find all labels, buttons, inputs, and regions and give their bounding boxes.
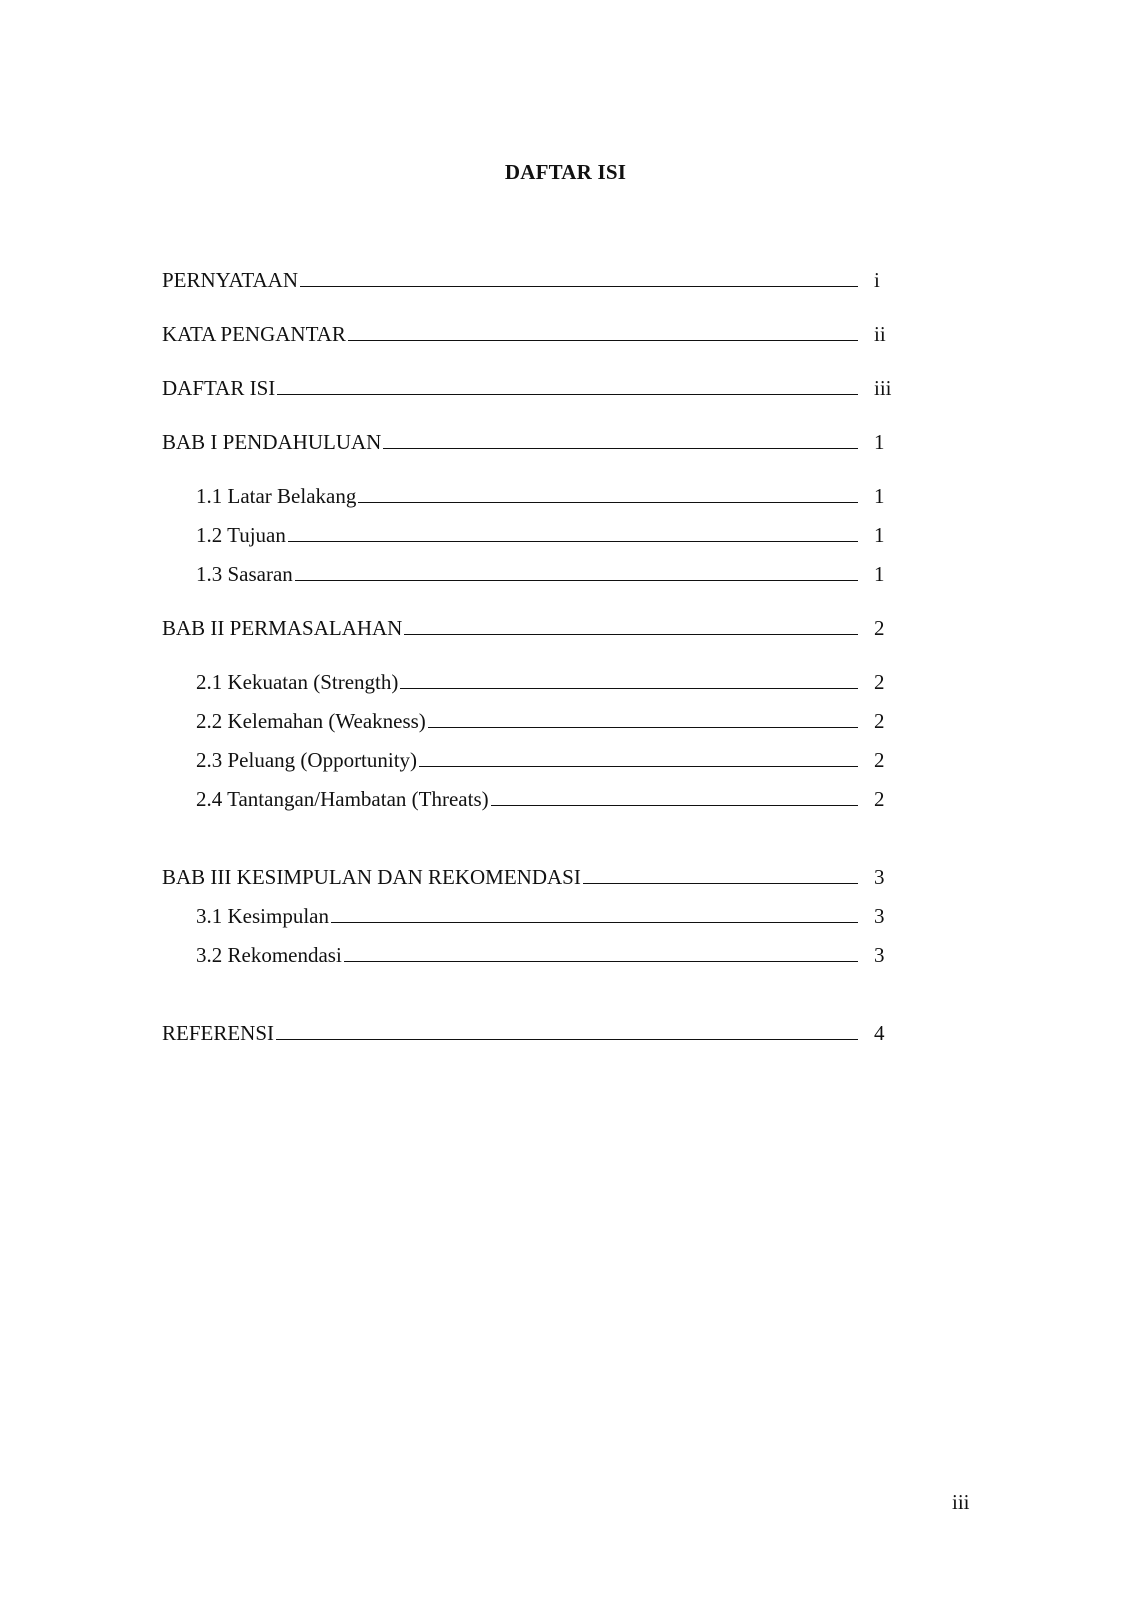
toc-entry-bab-3[interactable] — [162, 861, 904, 889]
toc-entry-label: BAB I PENDAHULUAN — [162, 430, 382, 454]
toc-entry-label: REFERENSI — [162, 1021, 275, 1045]
toc-entry-label: DAFTAR ISI — [162, 376, 276, 400]
toc-entry-1-2[interactable] — [196, 519, 904, 547]
toc-leader-line — [400, 687, 858, 689]
toc-entry-page: iii — [874, 376, 892, 400]
toc-entry-page: 2 — [874, 748, 885, 772]
toc-entry-referensi[interactable] — [162, 1017, 904, 1045]
toc-leader-line — [344, 960, 858, 962]
toc-entry-page: 4 — [874, 1021, 885, 1045]
page-title: DAFTAR ISI — [504, 160, 627, 184]
toc-entry-page: 3 — [874, 904, 885, 928]
toc-entry-daftar-isi[interactable] — [162, 372, 904, 400]
toc-entry-3-2[interactable] — [196, 939, 904, 967]
toc-entry-label: 2.2 Kelemahan (Weakness) — [196, 709, 426, 733]
toc-entry-page: 2 — [874, 709, 885, 733]
toc-entry-label: PERNYATAAN — [162, 268, 298, 292]
toc-entry-page: i — [874, 268, 880, 292]
toc-entry-label: 2.3 Peluang (Opportunity) — [196, 748, 418, 772]
toc-leader-line — [300, 285, 858, 287]
toc-entry-label: 3.1 Kesimpulan — [196, 904, 329, 928]
toc-leader-line — [288, 540, 858, 542]
toc-entry-label: 3.2 Rekomendasi — [196, 943, 342, 967]
toc-entry-label: 2.1 Kekuatan (Strength) — [196, 670, 399, 694]
toc-entry-1-3[interactable] — [196, 558, 904, 586]
toc-leader-line — [428, 726, 858, 728]
toc-entry-label: 1.2 Tujuan — [196, 523, 286, 547]
toc-leader-line — [383, 447, 858, 449]
page-number: iii — [952, 1490, 970, 1514]
toc-leader-line — [491, 804, 858, 806]
toc-entry-page: 1 — [874, 562, 885, 586]
toc-entry-label: 2.4 Tantangan/Hambatan (Threats) — [196, 787, 489, 811]
toc-leader-line — [295, 579, 858, 581]
toc-leader-line — [358, 501, 858, 503]
toc-entry-bab-2[interactable] — [162, 612, 904, 640]
toc-entry-page: 1 — [874, 484, 885, 508]
toc-leader-line — [348, 339, 858, 341]
toc-entry-1-1[interactable] — [196, 480, 904, 508]
toc-entry-label: 1.1 Latar Belakang — [196, 484, 357, 508]
toc-entry-page: 3 — [874, 943, 885, 967]
toc-entry-page: 2 — [874, 616, 885, 640]
toc-entry-page: 2 — [874, 787, 885, 811]
toc-entry-2-3[interactable] — [196, 744, 904, 772]
toc-entry-label: KATA PENGANTAR — [162, 322, 346, 346]
toc-entry-bab-1[interactable] — [162, 426, 904, 454]
toc-leader-line — [583, 882, 858, 884]
toc-entry-page: 2 — [874, 670, 885, 694]
toc-entry-label: 1.3 Sasaran — [196, 562, 293, 586]
toc-entry-pernyataan[interactable] — [162, 264, 904, 292]
toc-entry-page: 1 — [874, 523, 885, 547]
toc-leader-line — [331, 921, 858, 923]
toc-entry-3-1[interactable] — [196, 900, 904, 928]
toc-entry-kata-pengantar[interactable] — [162, 318, 904, 346]
toc-entry-2-2[interactable] — [196, 705, 904, 733]
toc-entry-label: BAB III KESIMPULAN DAN REKOMENDASI — [162, 865, 581, 889]
toc-entry-page: 1 — [874, 430, 885, 454]
toc-leader-line — [404, 633, 858, 635]
toc-entry-2-1[interactable] — [196, 666, 904, 694]
toc-leader-line — [276, 1038, 858, 1040]
toc-leader-line — [419, 765, 858, 767]
toc-entry-2-4[interactable] — [196, 783, 904, 811]
toc-entry-page: 3 — [874, 865, 885, 889]
toc-entry-label: BAB II PERMASALAHAN — [162, 616, 403, 640]
toc-leader-line — [277, 393, 858, 395]
toc-entry-page: ii — [874, 322, 886, 346]
